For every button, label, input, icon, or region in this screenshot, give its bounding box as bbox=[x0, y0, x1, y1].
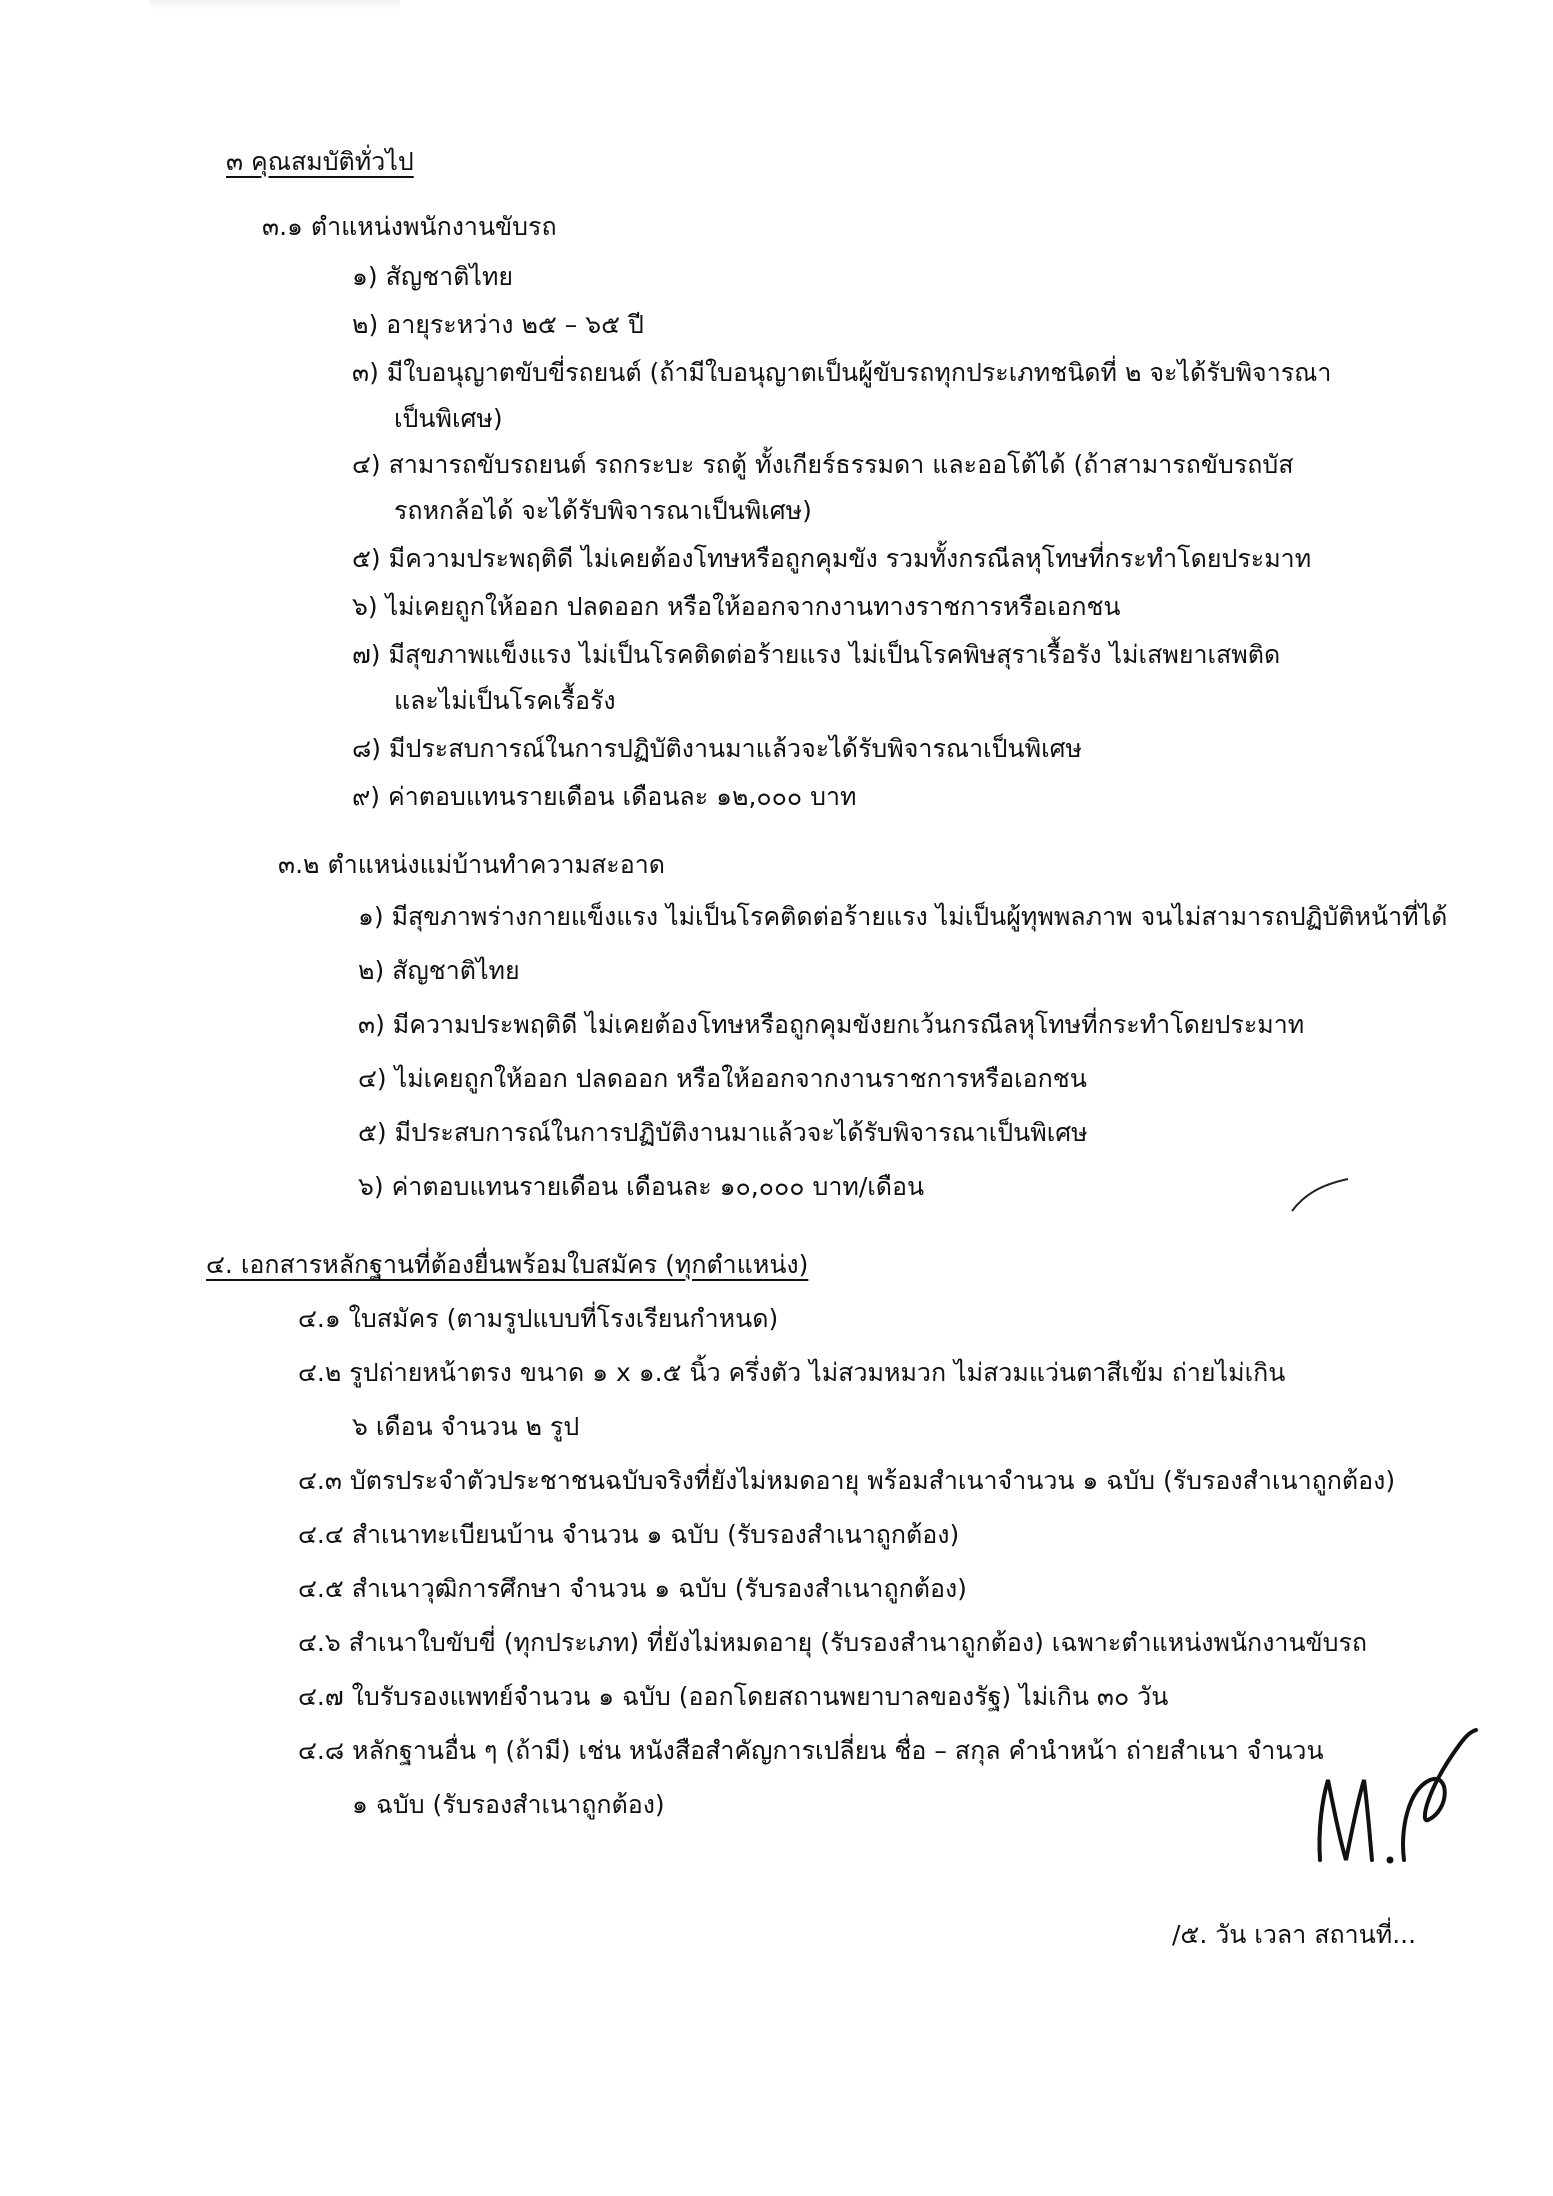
s4-item-1: ๔.๑ ใบสมัคร (ตามรูปแบบที่โรงเรียนกำหนด) bbox=[298, 1304, 779, 1333]
s4-item-2-cont: ๖ เดือน จำนวน ๒ รูป bbox=[352, 1412, 580, 1441]
section3-heading: ๓ คุณสมบัติทั่วไป bbox=[226, 147, 414, 176]
s32-item-2: ๒) สัญชาติไทย bbox=[358, 956, 520, 985]
continuation-note: /๕. วัน เวลา สถานที่... bbox=[1172, 1920, 1417, 1949]
pen-mark bbox=[1290, 1175, 1350, 1215]
s31-item-6: ๖) ไม่เคยถูกให้ออก ปลดออก หรือให้ออกจากงานทางราชการหรือเอกชน bbox=[352, 592, 1121, 621]
s31-item-4: ๔) สามารถขับรถยนต์ รถกระบะ รถตู้ ทั้งเกียร์ธรรมดา และออโต้ได้ (ถ้าสามารถขับรถบัส bbox=[352, 450, 1294, 479]
s4-item-8-cont: ๑ ฉบับ (รับรองสำเนาถูกต้อง) bbox=[352, 1790, 665, 1819]
s31-item-3-cont: เป็นพิเศษ) bbox=[394, 404, 503, 433]
s31-item-8: ๘) มีประสบการณ์ในการปฏิบัติงานมาแล้วจะได้รับพิจารณาเป็นพิเศษ bbox=[352, 734, 1082, 763]
s4-item-2: ๔.๒ รูปถ่ายหน้าตรง ขนาด ๑ x ๑.๕ นิ้ว ครึ่งตัว ไม่สวมหมวก ไม่สวมแว่นตาสีเข้ม ถ่ายไม่เกิน bbox=[298, 1358, 1286, 1387]
section3-2-title: ๓.๒ ตำแหน่งแม่บ้านทำความสะอาด bbox=[278, 850, 665, 879]
section3-1-title: ๓.๑ ตำแหน่งพนักงานขับรถ bbox=[262, 212, 557, 241]
signature bbox=[1300, 1720, 1480, 1880]
s31-item-1: ๑) สัญชาติไทย bbox=[352, 262, 514, 291]
s31-item-9: ๙) ค่าตอบแทนรายเดือน เดือนละ ๑๒,๐๐๐ บาท bbox=[352, 782, 857, 811]
s4-item-3: ๔.๓ บัตรประจำตัวประชาชนฉบับจริงที่ยังไม่หมดอายุ พร้อมสำเนาจำนวน ๑ ฉบับ (รับรองสำเนาถูกต้อง) bbox=[298, 1466, 1396, 1495]
s4-item-8: ๔.๘ หลักฐานอื่น ๆ (ถ้ามี) เช่น หนังสือสำคัญการเปลี่ยน ชื่อ – สกุล คำนำหน้า ถ่ายสำเนา จำนวน bbox=[298, 1736, 1324, 1765]
s31-item-2: ๒) อายุระหว่าง ๒๕ – ๖๕ ปี bbox=[352, 310, 644, 339]
s31-item-5: ๕) มีความประพฤติดี ไม่เคยต้องโทษหรือถูกคุมขัง รวมทั้งกรณีลหุโทษที่กระทำโดยประมาท bbox=[352, 544, 1312, 573]
s32-item-6: ๖) ค่าตอบแทนรายเดือน เดือนละ ๑๐,๐๐๐ บาท/เดือน bbox=[358, 1172, 925, 1201]
s31-item-4-cont: รถหกล้อได้ จะได้รับพิจารณาเป็นพิเศษ) bbox=[394, 496, 812, 525]
s4-item-7: ๔.๗ ใบรับรองแพทย์จำนวน ๑ ฉบับ (ออกโดยสถานพยาบาลของรัฐ) ไม่เกิน ๓๐ วัน bbox=[298, 1682, 1169, 1711]
s31-item-3: ๓) มีใบอนุญาตขับขี่รถยนต์ (ถ้ามีใบอนุญาตเป็นผู้ขับรถทุกประเภทชนิดที่ ๒ จะได้รับพิจารณา bbox=[352, 358, 1332, 387]
scan-edge bbox=[150, 0, 400, 10]
section4-heading: ๔. เอกสารหลักฐานที่ต้องยื่นพร้อมใบสมัคร (ทุกตำแหน่ง) bbox=[206, 1250, 809, 1279]
s31-item-7: ๗) มีสุขภาพแข็งแรง ไม่เป็นโรคติดต่อร้ายแรง ไม่เป็นโรคพิษสุราเรื้อรัง ไม่เสพยาเสพติด bbox=[352, 640, 1281, 669]
s4-item-5: ๔.๕ สำเนาวุฒิการศึกษา จำนวน ๑ ฉบับ (รับรองสำเนาถูกต้อง) bbox=[298, 1574, 967, 1603]
s4-item-6: ๔.๖ สำเนาใบขับขี่ (ทุกประเภท) ที่ยังไม่หมดอายุ (รับรองสำนาถูกต้อง) เฉพาะตำแหน่งพนักงานขับรถ bbox=[298, 1628, 1368, 1657]
s31-item-7-cont: และไม่เป็นโรคเรื้อรัง bbox=[394, 686, 616, 715]
s4-item-4: ๔.๔ สำเนาทะเบียนบ้าน จำนวน ๑ ฉบับ (รับรองสำเนาถูกต้อง) bbox=[298, 1520, 960, 1549]
s32-item-3: ๓) มีความประพฤติดี ไม่เคยต้องโทษหรือถูกคุมขังยกเว้นกรณีลหุโทษที่กระทำโดยประมาท bbox=[358, 1010, 1305, 1039]
s32-item-5: ๕) มีประสบการณ์ในการปฏิบัติงานมาแล้วจะได้รับพิจารณาเป็นพิเศษ bbox=[358, 1118, 1088, 1147]
s32-item-1: ๑) มีสุขภาพร่างกายแข็งแรง ไม่เป็นโรคติดต่อร้ายแรง ไม่เป็นผู้ทุพพลภาพ จนไม่สามารถปฏิบัติหน้าที่ได้ bbox=[358, 902, 1448, 931]
s32-item-4: ๔) ไม่เคยถูกให้ออก ปลดออก หรือให้ออกจากงานราชการหรือเอกชน bbox=[358, 1064, 1087, 1093]
